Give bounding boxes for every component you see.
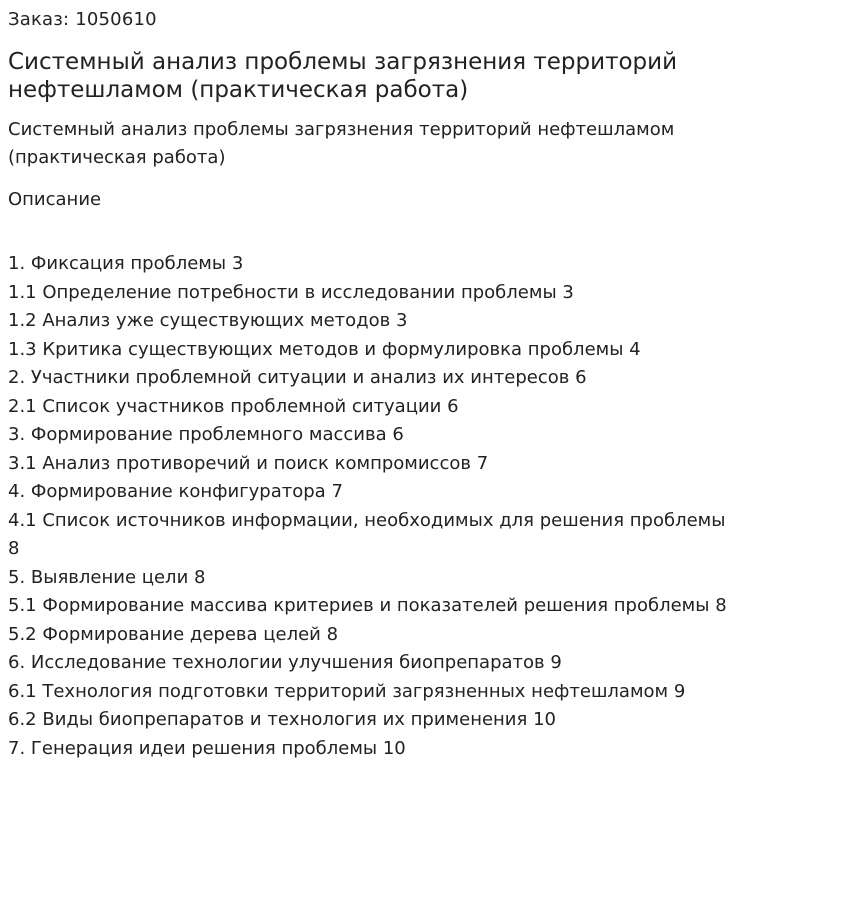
toc-item-page: 3 xyxy=(231,253,244,274)
toc-item-text: 5.2 Формирование дерева целей xyxy=(8,623,321,645)
toc-item-page: 8 xyxy=(8,538,20,559)
toc-item-text: 7. Генерация идеи решения проблемы xyxy=(8,737,378,759)
toc-item xyxy=(8,507,738,564)
toc-item-page: 8 xyxy=(194,566,206,588)
toc-item-page: 3 xyxy=(562,281,574,303)
toc-item-page: 7 xyxy=(331,481,343,502)
toc-item xyxy=(8,706,738,735)
toc-item-page: 4 xyxy=(629,338,641,360)
toc-item xyxy=(8,678,738,707)
toc-item-text: 3. Формирование проблемного массива xyxy=(8,424,387,445)
order-number: Заказ: 1050610 xyxy=(8,9,157,30)
page-subtitle: Системный анализ проблемы загрязнения территорий нефтешламом (практическая работа) xyxy=(8,119,675,168)
toc-item-text: 4.1 Список источников информации, необходимых для решения проблемы xyxy=(8,509,726,531)
toc-item-page: 9 xyxy=(550,652,562,673)
toc-item-text: 5.1 Формирование массива критериев и показателей решения проблемы xyxy=(8,595,710,616)
toc-item-page: 6 xyxy=(575,367,587,388)
toc-item-page: 8 xyxy=(326,623,339,645)
toc-item-text: 3.1 Анализ противоречий и поиск компромиссов xyxy=(8,452,471,474)
toc-item xyxy=(8,621,738,650)
toc-item-page: 10 xyxy=(382,737,406,759)
toc-item xyxy=(8,279,738,308)
toc-item-text: 2. Участники проблемной ситуации и анализ их интересов xyxy=(8,367,570,388)
toc-item xyxy=(8,393,738,422)
toc-item-page: 9 xyxy=(673,680,686,702)
toc-item-text: 6.1 Технология подготовки территорий загрязненных нефтешламом xyxy=(8,680,669,702)
toc-item-text: 1.2 Анализ уже существующих методов xyxy=(8,310,391,331)
toc-item-page: 6 xyxy=(392,424,404,445)
toc-item xyxy=(8,478,738,507)
toc-item xyxy=(8,250,738,279)
page-title: Системный анализ проблемы загрязнения территорий нефтешламом (практическая работа) xyxy=(8,49,678,103)
toc-item-text: 4. Формирование конфигуратора xyxy=(8,481,326,502)
toc-item-text: 2.1 Список участников проблемной ситуации xyxy=(8,395,442,417)
toc-item xyxy=(8,564,738,593)
toc-item xyxy=(8,450,738,479)
toc-item-text: 5. Выявление цели xyxy=(8,566,189,588)
toc-item-text: 1.1 Определение потребности в исследовании проблемы xyxy=(8,281,557,303)
toc-item xyxy=(8,364,738,393)
toc-item-text: 1. Фиксация проблемы xyxy=(8,253,227,274)
toc-item-page: 6 xyxy=(447,395,459,417)
toc-item xyxy=(8,735,738,764)
description-heading: Описание xyxy=(8,189,102,210)
toc-item-text: 6.2 Виды биопрепаратов и технология их применения xyxy=(8,709,528,730)
toc-item-page: 7 xyxy=(476,452,489,474)
toc-item-page: 3 xyxy=(395,310,408,331)
toc-item-text: 6. Исследование технологии улучшения биопрепаратов xyxy=(8,652,545,673)
toc-item-page: 10 xyxy=(533,709,556,730)
toc-item-page: 8 xyxy=(715,595,727,616)
toc-item xyxy=(8,421,738,450)
table-of-contents xyxy=(8,250,738,763)
toc-item xyxy=(8,307,738,336)
toc-item xyxy=(8,592,738,621)
toc-item xyxy=(8,336,738,365)
toc-item-text: 1.3 Критика существующих методов и формулировка проблемы xyxy=(8,338,624,360)
toc-item xyxy=(8,649,738,678)
